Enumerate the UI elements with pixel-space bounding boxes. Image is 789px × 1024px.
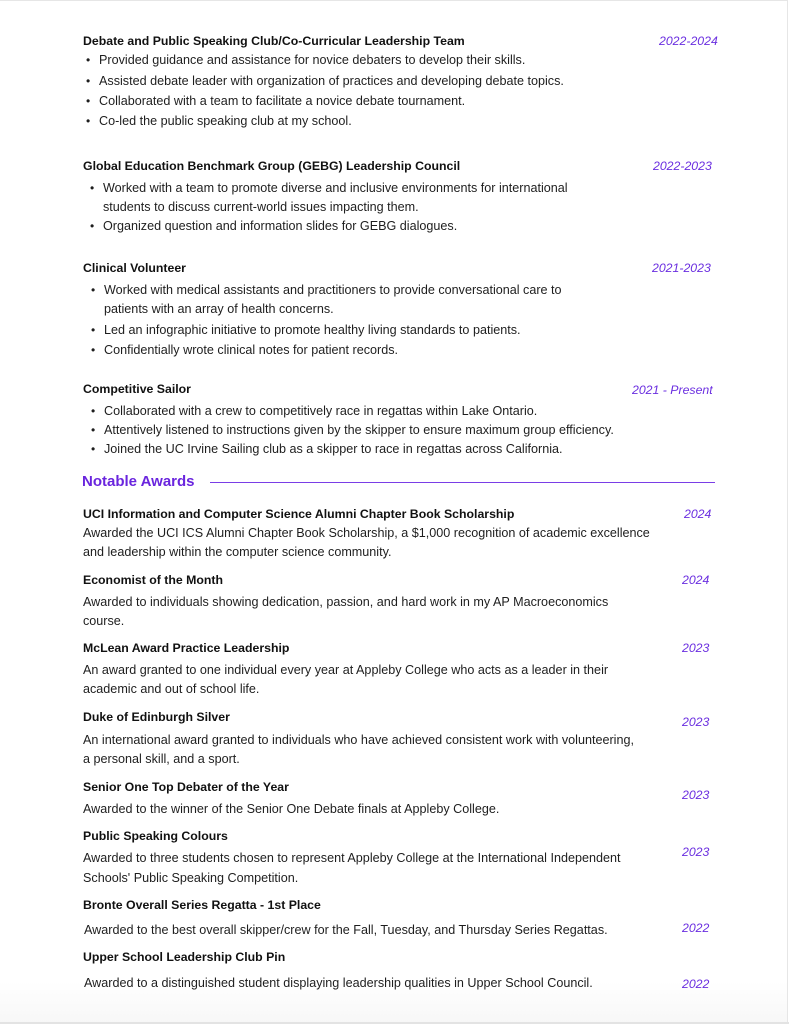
section-divider bbox=[210, 482, 715, 483]
bullet-text: Provided guidance and assistance for novice debaters to develop their skills. bbox=[99, 53, 526, 67]
award-title: UCI Information and Computer Science Alumni Chapter Book Scholarship bbox=[83, 507, 515, 521]
award-year: 2022 bbox=[682, 977, 710, 991]
award-year: 2023 bbox=[682, 715, 710, 729]
entry-title: Debate and Public Speaking Club/Co-Curricular Leadership Team bbox=[83, 34, 465, 48]
award-title: Duke of Edinburgh Silver bbox=[83, 710, 230, 724]
award-year: 2022 bbox=[682, 921, 710, 935]
bullet-text: Assisted debate leader with organization of practices and developing debate topics. bbox=[99, 74, 564, 88]
award-description: Awarded to the best overall skipper/crew for the Fall, Tuesday, and Thursday Series Regattas. bbox=[84, 923, 608, 937]
entry-title: Clinical Volunteer bbox=[83, 261, 186, 275]
entry-date: 2021-2023 bbox=[652, 261, 711, 275]
award-title: Bronte Overall Series Regatta - 1st Place bbox=[83, 898, 321, 912]
award-description: An international award granted to individuals who have achieved consistent work with volunteering, bbox=[83, 733, 634, 747]
bullet-icon: • bbox=[91, 323, 96, 337]
award-title: Public Speaking Colours bbox=[83, 829, 228, 843]
award-description: An award granted to one individual every year at Appleby College who acts as a leader in their bbox=[83, 663, 609, 677]
bullet-icon: • bbox=[86, 74, 91, 88]
award-description: Awarded to individuals showing dedication, passion, and hard work in my AP Macroeconomics bbox=[83, 595, 609, 609]
bullet-text: Attentively listened to instructions given by the skipper to ensure maximum group efficiency. bbox=[104, 423, 614, 437]
bullet-text-continued: students to discuss current-world issues impacting them. bbox=[103, 200, 419, 214]
bullet-icon: • bbox=[86, 94, 91, 108]
bullet-icon: • bbox=[86, 53, 91, 67]
bullet-icon: • bbox=[86, 114, 91, 128]
award-description-continued: a personal skill, and a sport. bbox=[83, 752, 240, 766]
entry-title: Global Education Benchmark Group (GEBG) Leadership Council bbox=[83, 159, 461, 173]
bullet-text-continued: patients with an array of health concerns. bbox=[104, 302, 334, 316]
award-description: Awarded to a distinguished student displaying leadership qualities in Upper School Council. bbox=[84, 976, 593, 990]
award-description: Awarded to the winner of the Senior One Debate finals at Appleby College. bbox=[83, 802, 500, 816]
award-year: 2023 bbox=[682, 845, 710, 859]
bullet-icon: • bbox=[90, 181, 95, 195]
entry-date: 2022-2024 bbox=[659, 34, 718, 48]
award-year: 2023 bbox=[682, 788, 710, 802]
bullet-text: Worked with medical assistants and practitioners to provide conversational care to bbox=[104, 283, 562, 297]
award-title: Senior One Top Debater of the Year bbox=[83, 780, 289, 794]
entry-date: 2022-2023 bbox=[653, 159, 712, 173]
award-description: Awarded the UCI ICS Alumni Chapter Book Scholarship, a $1,000 recognition of academic excellence bbox=[83, 526, 650, 540]
entry-title: Competitive Sailor bbox=[83, 382, 191, 396]
award-description-continued: and leadership within the computer science community. bbox=[83, 545, 392, 559]
bullet-text: Co-led the public speaking club at my school. bbox=[99, 114, 352, 128]
bullet-icon: • bbox=[91, 343, 96, 357]
award-year: 2024 bbox=[682, 573, 710, 587]
award-year: 2024 bbox=[684, 507, 712, 521]
bullet-icon: • bbox=[91, 283, 96, 297]
award-title: Upper School Leadership Club Pin bbox=[83, 950, 286, 964]
award-year: 2023 bbox=[682, 641, 710, 655]
bullet-text: Collaborated with a team to facilitate a novice debate tournament. bbox=[99, 94, 466, 108]
section-heading: Notable Awards bbox=[82, 473, 195, 490]
award-title: Economist of the Month bbox=[83, 573, 224, 587]
award-description-continued: Schools' Public Speaking Competition. bbox=[83, 871, 299, 885]
bullet-icon: • bbox=[91, 404, 96, 418]
bullet-text: Joined the UC Irvine Sailing club as a skipper to race in regattas across California. bbox=[104, 442, 563, 456]
bullet-text: Worked with a team to promote diverse and inclusive environments for international bbox=[103, 181, 568, 195]
award-title: McLean Award Practice Leadership bbox=[83, 641, 290, 655]
bullet-icon: • bbox=[91, 423, 96, 437]
bullet-text: Led an infographic initiative to promote healthy living standards to patients. bbox=[104, 323, 521, 337]
bullet-text: Collaborated with a crew to competitively race in regattas within Lake Ontario. bbox=[104, 404, 538, 418]
bullet-text: Confidentially wrote clinical notes for patient records. bbox=[104, 343, 398, 357]
award-description-continued: course. bbox=[83, 614, 125, 628]
award-description-continued: academic and out of school life. bbox=[83, 682, 260, 696]
bullet-icon: • bbox=[90, 219, 95, 233]
bullet-icon: • bbox=[91, 442, 96, 456]
bullet-text: Organized question and information slides for GEBG dialogues. bbox=[103, 219, 458, 233]
award-description: Awarded to three students chosen to represent Appleby College at the International Independent bbox=[83, 851, 621, 865]
entry-date: 2021 - Present bbox=[632, 383, 713, 397]
